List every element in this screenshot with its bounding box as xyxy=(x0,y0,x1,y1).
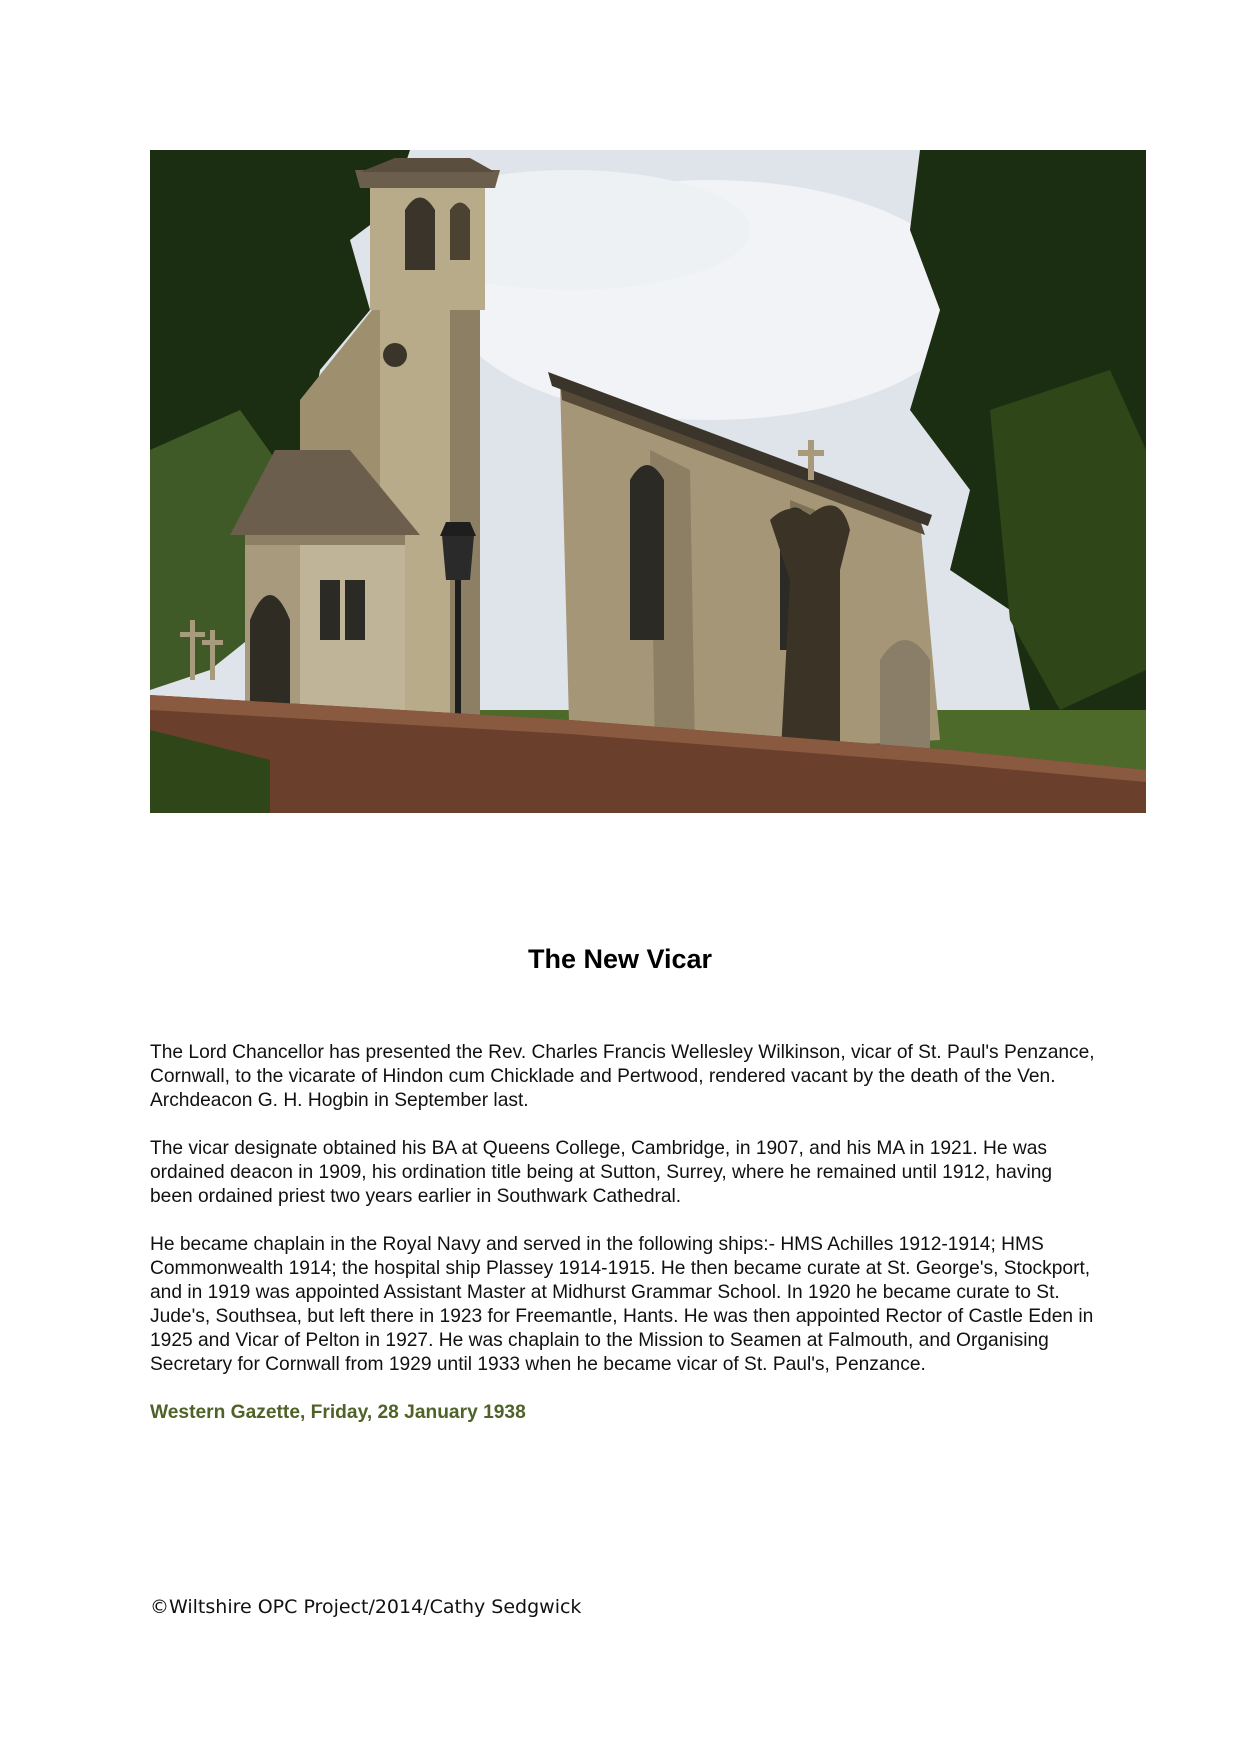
article-paragraph: The vicar designate obtained his BA at Queens College, Cambridge, in 1907, and his MA in 1921. He was ordained deacon in 1909, his ordination title being at Sutton, Surrey, where he remained until 1912, having been ordained priest two years earlier in Southwark Cathedral. xyxy=(150,1138,1053,1207)
article-source: Western Gazette, Friday, 28 January 1938 xyxy=(150,1402,526,1423)
church-photo xyxy=(150,150,1146,813)
article-paragraph: He became chaplain in the Royal Navy and served in the following ships:- HMS Achilles 1912-1914; HMS Commonwealth 1914; the hospital ship Plassey 1914-1915. He then became curate at St. George's, Stockport, and in 1919 was appointed Assistant Master at Midhurst Grammar School. In 1920 he became curate to St. Jude's, Southsea, but left there in 1923 for Freemantle, Hants. He was then appointed Rector of Castle Eden in 1925 and Vicar of Pelton in 1927. He was chaplain to the Mission to Seamen at Falmouth, and Organising Secretary for Cornwall from 1929 until 1933 when he became vicar of St. Paul's, Penzance. xyxy=(150,1234,1094,1375)
article-body xyxy=(150,1041,1095,1449)
copyright-footer: ©Wiltshire OPC Project/2014/Cathy Sedgwick xyxy=(150,1596,582,1618)
article-paragraph: The Lord Chancellor has presented the Rev. Charles Francis Wellesley Wilkinson, vicar of St. Paul's Penzance, Cornwall, to the vicarate of Hindon cum Chicklade and Pertwood, rendered vacant by the death of the Ven. Archdeacon G. H. Hogbin in September last. xyxy=(150,1042,1095,1111)
church-illustration xyxy=(150,150,1146,813)
article-title: The New Vicar xyxy=(527,944,713,974)
